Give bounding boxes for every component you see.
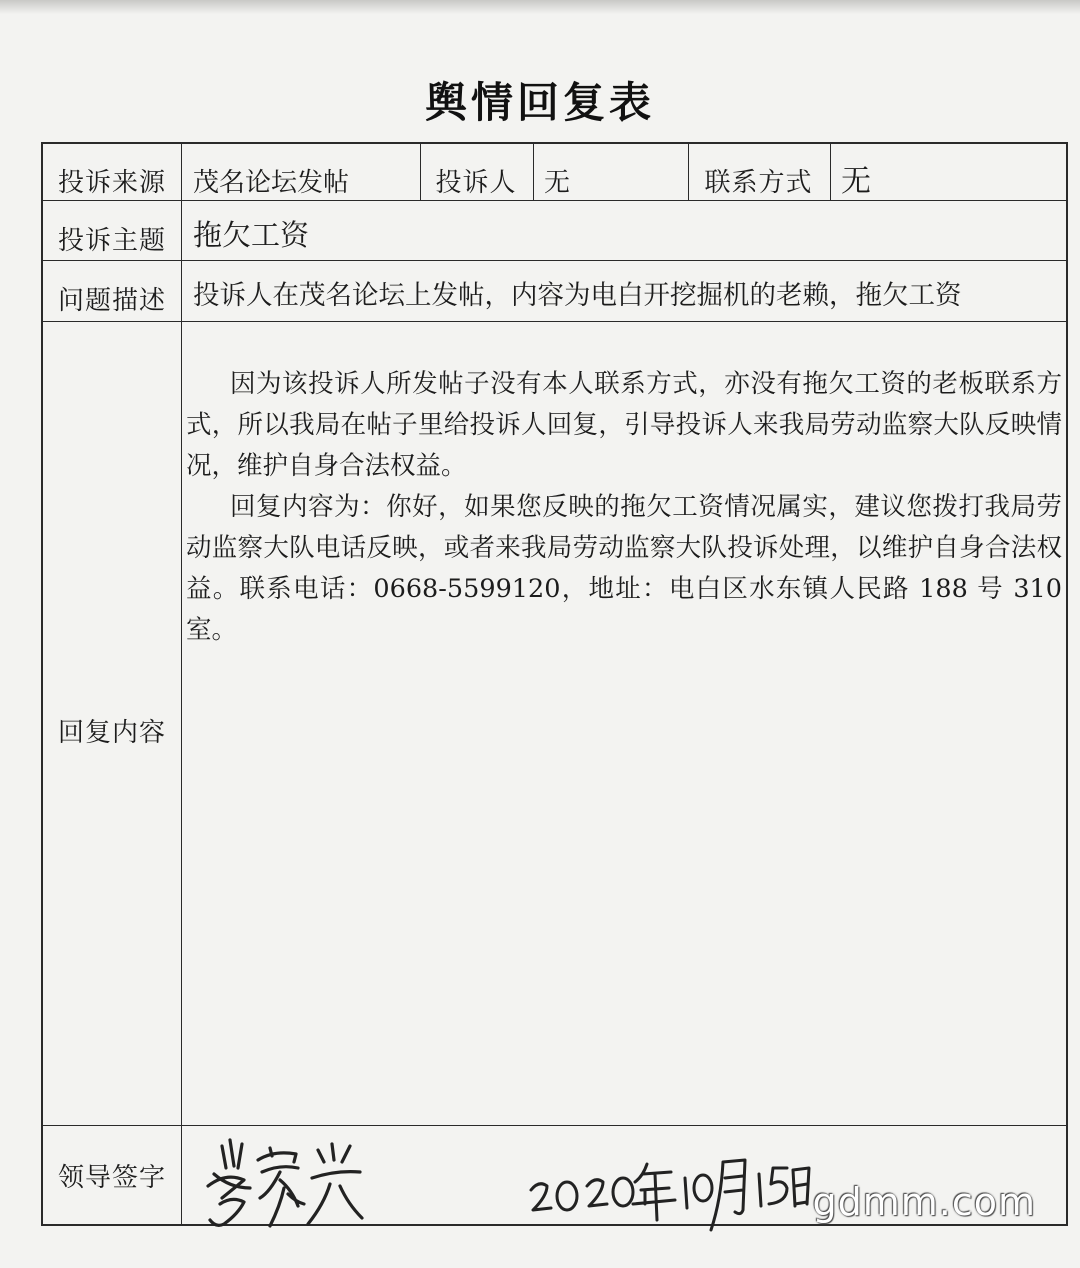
topic-value: 拖欠工资: [193, 217, 310, 252]
topic-label: 投诉主题: [57, 225, 166, 256]
description-label: 问题描述: [57, 286, 166, 316]
contact-value: 无: [841, 164, 871, 199]
row-divider: [43, 1125, 1066, 1126]
reply-paragraph-2: 回复内容为：你好，如果您反映的拖欠工资情况属实，建议您拨打我局劳动监察大队电话反映，或者来我局劳动监察大队投诉处理，以维护自身合法权益。联系电话：0668-5599120，地址：电白区水东镇人民路 188 号 310 室。: [186, 492, 1062, 645]
description-value: 投诉人在茂名论坛上发帖，内容为电白开挖掘机的老赖，拖欠工资: [193, 280, 962, 311]
source-value: 茂名论坛发帖: [193, 167, 350, 198]
handwritten-signature: [200, 1128, 370, 1238]
complainant-label: 投诉人: [435, 167, 517, 198]
reply-label: 回复内容: [57, 717, 166, 748]
contact-label: 联系方式: [704, 167, 813, 198]
handwritten-date: [525, 1150, 815, 1240]
site-watermark: gdmm.com: [812, 1180, 1036, 1224]
complainant-value: 无: [544, 167, 571, 198]
reply-paragraph-1: 因为该投诉人所发帖子没有本人联系方式，亦没有拖欠工资的老板联系方式，所以我局在帖子里给投诉人回复，引导投诉人来我局劳动监察大队反映情况，维护自身合法权益。: [186, 369, 1062, 481]
form-title: 舆情回复表: [424, 78, 655, 127]
reply-content: [186, 364, 1062, 651]
signature-label: 领导签字: [57, 1162, 166, 1193]
scan-edge-shadow: [0, 0, 1080, 14]
source-label: 投诉来源: [57, 167, 166, 198]
